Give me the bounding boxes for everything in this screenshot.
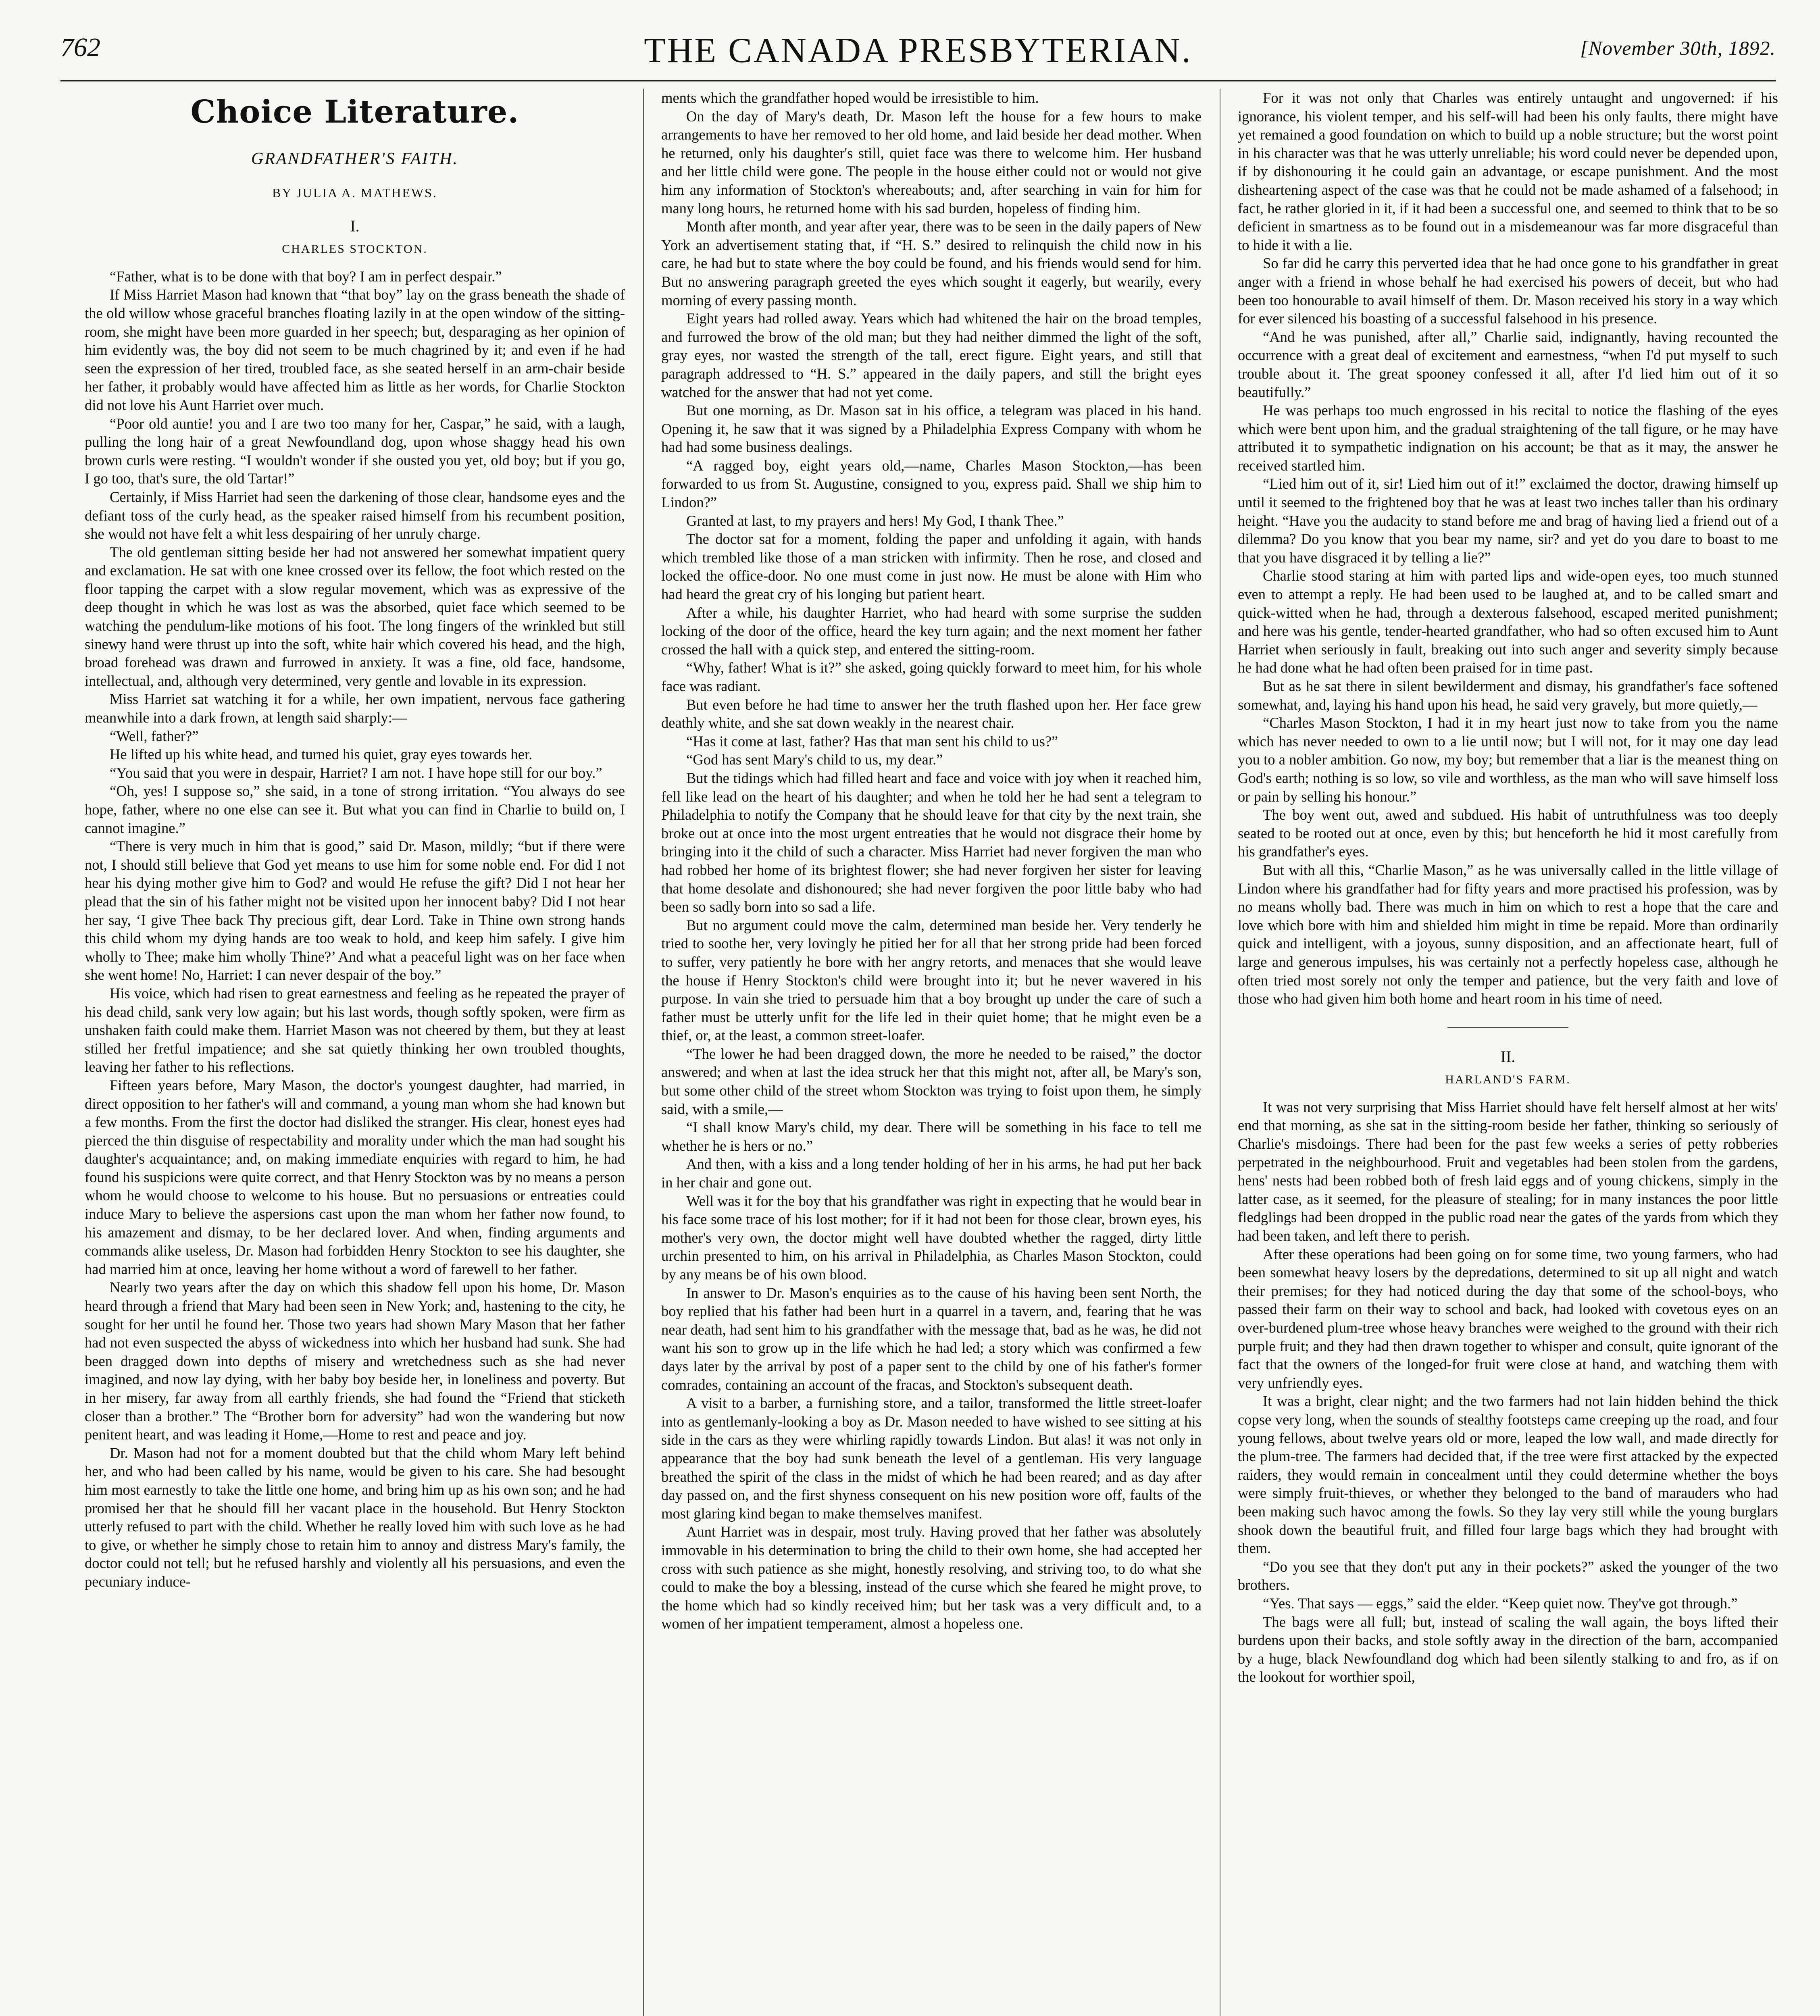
paragraph: But one morning, as Dr. Mason sat in his office, a telegram was placed in his hand. Opening it, he saw that it was signed by a Philadelphia Express Company with whom he had had some business dealings. (661, 402, 1202, 456)
paragraph: “And he was punished, after all,” Charlie said, indignantly, having recounted the occurrence with a great deal of excitement and earnestness, “when I'd put myself to such trouble about it. The great spooney confessed it all, after I'd lied him out of it so beautifully.” (1238, 328, 1778, 400)
paragraph: “There is very much in him that is good,” said Dr. Mason, mildly; “but if there were not, I should still believe that God yet means to use him for some noble end. For did I not hear his dying mother give him to God? and would He refuse the gift? Did I not hear her plead that the sin of his father might not be visited upon her innocent baby? Did I not hear her say, ‘I give Thee back Thy precious gift, dear Lord. Take in Thine own strong hands this child whom my dying hands are too weak to hold, and keep him safely. I give him wholly to Thee; make him wholly Thine?’ And what a peaceful light was on her face when she went home! No, Harriet: I can never despair of the boy.” (85, 838, 625, 983)
paragraph: Certainly, if Miss Harriet had seen the darkening of those clear, handsome eyes and the defiant toss of the curly head, as the speaker raised himself from his recumbent position, she would not have felt a whit less despairing of her unruly charge. (85, 488, 625, 542)
journal-title: THE CANADA PRESBYTERIAN. (644, 31, 1192, 70)
paragraph: The doctor sat for a moment, folding the paper and unfolding it again, with hands which trembled like those of a man stricken with infirmity. Then he rose, and closed and locked the office-door. No one must come in just now. He must be alone with Him who had heard the great cry of his longing but patient heart. (661, 531, 1202, 603)
paragraph: Charlie stood staring at him with parted lips and wide-open eyes, too much stunned even to attempt a reply. He had been used to be laughed at, and to be called smart and quick-witted when he had, through a dexterous falsehood, escaped merited punishment; and here was his gentle, tender-hearted grandfather, who had so often excused him to Aunt Harriet when seriously in fault, breaking out into such anger and severity simply because he had done what he had often been praised for in time past. (1238, 567, 1778, 676)
chapter-divider (1447, 1027, 1568, 1028)
paragraph: The old gentleman sitting beside her had not answered her somewhat impatient query and exclamation. He sat with one knee crossed over its fellow, the foot which rested on the floor tapping the carpet with a slow regular movement, which was as expressive of the deep thought in which he was lost as was the absorbed, quiet face which seemed to be watching the pendulum-like motions of his foot. The long fingers of the wrinkled but still sinewy hand were thrust up into the soft, white hair which covered his head, and the high, broad forehead was drawn and furrowed in anxiety. It was a fine, old face, handsome, intellectual, and, although very determined, very gentle and lovable in its expression. (85, 544, 625, 689)
paragraph: For it was not only that Charles was entirely untaught and ungoverned: if his ignorance, his violent temper, and his self-will had been his only faults, there might have yet remained a good foundation on which to build up a noble structure; but the worst point in his character was that he was utterly unreliable; his word could never be depended upon, if by dishonouring it he could gain an advantage, or escape punishment. And the most disheartening aspect of the case was that he could not be made ashamed of a falsehood; in fact, he rather gloried in it, if it had been a successful one, and seemed to think that to be so deficient in smartness as to be found out in a misdemeanour was far more disgraceful than to hide it with a lie. (1238, 90, 1778, 253)
paragraph: It was not very surprising that Miss Harriet should have felt herself almost at her wits' end that morning, as she sat in the sitting-room beside her father, thinking so seriously of Charlie's misdoings. There had been for the past few weeks a series of petty robberies perpetrated in the neighbourhood. Fruit and vegetables had been stolen from the gardens, hens' nests had been robbed both of fresh laid eggs and of young chickens, simply in the latter case, as it seemed, for the pleasure of stealing; for in many instances the poor little fledglings had been dropped in the public road near the gates of the yards from which they had been taken, and left there to perish. (1238, 1098, 1778, 1244)
column-3-body-bottom (1238, 1098, 1778, 1686)
paragraph: If Miss Harriet Mason had known that “that boy” lay on the grass beneath the shade of the old willow whose graceful branches floating lazily in at the open window of the sitting-room, she might have been more guarded in her speech; but, desparaging as her opinion of him evidently was, the boy did not seem to be much chagrined by it; and even if he had seen the expression of her tired, troubled face, as she seated herself in an arm-chair beside her father, it probably would have affected him as little as her words, for Charlie Stockton did not love his Aunt Harriet over much. (85, 286, 625, 413)
column-1 (85, 89, 625, 2016)
paragraph: “I shall know Mary's child, my dear. There will be something in his face to tell me whether he is hers or no.” (661, 1119, 1202, 1154)
paragraph: So far did he carry this perverted idea that he had once gone to his grandfather in great anger with a friend in whose behalf he had exercised his powers of deceit, but who had been too honourable to avail himself of them. Dr. Mason received his story in a way which for ever silenced his boasting of a successful falsehood in his presence. (1238, 255, 1778, 327)
paragraph: “Charles Mason Stockton, I had it in my heart just now to take from you the name which has never needed to own to a lie until now; but I will not, for it may one day lead you to a nobler ambition. Go now, my boy; but remember that a liar is the meanest thing on God's earth; nothing is so low, so vile and worthless, as the man who will save himself loss or pain by selling his honour.” (1238, 714, 1778, 805)
paragraph: Granted at last, to my prayers and hers! My God, I thank Thee.” (686, 512, 1064, 529)
paragraph: “Poor old auntie! you and I are two too many for her, Caspar,” he said, with a laugh, pulling the long hair of a great Newfoundland dog, upon whose shaggy head his own brown curls were resting. “I wouldn't wonder if she ousted you yet, old boy; but if you go, I go too, that's sure, the old Tartar!” (85, 415, 625, 487)
paragraph: “Father, what is to be done with that boy? I am in perfect despair.” (110, 268, 502, 285)
paragraph: Fifteen years before, Mary Mason, the doctor's youngest daughter, had married, in direct opposition to her father's will and command, a young man whom she had known but a few months. From the first the doctor had disliked the stranger. His clear, honest eyes had pierced the thin disguise of respectability and morality under which the man had sought his daughter's acquaintance; and, on making immediate enquiries with regard to him, he had found his suspicions were quite correct, and that Henry Stockton was by no means a person whom he would choose to welcome to his house. But no persuasions or entreaties could induce Mary to believe the aspersions cast upon the man whom her father now found, to his amazement and dismay, to be her declared lover. And when, finding arguments and commands alike useless, Dr. Mason had forbidden Henry Stockton to see his daughter, she had married him at once, leaving her home without a word of farewell to her father. (85, 1077, 625, 1277)
column-2-body (661, 89, 1202, 1633)
paragraph: “A ragged boy, eight years old,—name, Charles Mason Stockton,—has been forwarded to us from St. Augustine, consigned to you, express paid. Shall we ship him to Lindon?” (661, 457, 1202, 511)
paragraph: “Why, father! What is it?” she asked, going quickly forward to meet him, for his whole face was radiant. (661, 659, 1202, 694)
column-3-body-top (1238, 89, 1778, 1008)
paragraph: He was perhaps too much engrossed in his recital to notice the flashing of the eyes which were bent upon him, and the gradual straightening of the tall figure, or he may have attributed it to sympathetic indignation on his account; be that as it may, the answer he received startled him. (1238, 402, 1778, 474)
paragraph: Eight years had rolled away. Years which had whitened the hair on the broad temples, and furrowed the brow of the old man; but they had neither dimmed the light of the soft, gray eyes, nor wasted the strength of the tall, erect figure. Eight years, and still that paragraph addressed to “H. S.” appeared in the daily papers, and still the bright eyes watched for the answer that had not yet come. (661, 310, 1202, 400)
paragraph: In answer to Dr. Mason's enquiries as to the cause of his having been sent North, the boy replied that his father had been hurt in a quarrel in a tavern, and, fearing that he was near death, had sent him to his grandfather with the message that, bad as he was, he did not want his son to grow up in the life which he had led; a story which was confirmed a few days later by the arrival by post of a paper sent to the child by one of his father's former comrades, containing an account of the fracas, and Stockton's subsequent death. (661, 1284, 1202, 1393)
paragraph: “Has it come at last, father? Has that man sent his child to us?” (686, 733, 1058, 750)
column-2 (661, 89, 1202, 2016)
paragraph: “Oh, yes! I suppose so,” she said, in a tone of strong irritation. “You always do see hope, father, where no one else can see it. But what you can find in Charlie to build on, I cannot imagine.” (85, 783, 625, 836)
paragraph: But as he sat there in silent bewilderment and dismay, his grandfather's face softened somewhat, and, laying his hand upon his head, he said very gravely, but more quietly,— (1238, 678, 1778, 713)
paragraph: On the day of Mary's death, Dr. Mason left the house for a few hours to make arrangements to have her removed to her old home, and laid beside her dead mother. When he returned, only his daughter's still, quiet face was there to welcome him. Her husband and her little child were gone. The people in the house either could not or would not give him any information of Stockton's whereabouts; and, after searching in vain for him for many long hours, he returned home with his sad burden, hopeless of finding him. (661, 108, 1202, 217)
paragraph: But the tidings which had filled heart and face and voice with joy when it reached him, fell like lead on the heart of his daughter; and when he told her he had sent a telegram to Philadelphia to notify the Company that he should leave for that city by the next train, she broke out at once into the most urgent entreaties that he would not disgrace their home by bringing into it the child of such a character. Miss Harriet had never forgiven the man who had robbed her home of its brightest flower; she had never forgiven her sister for leaving that home desolate and dishonoured; she had never forgiven the poor little baby who had been so sadly born into so sad a life. (661, 769, 1202, 915)
paragraph: Miss Harriet sat watching it for a while, her own impatient, nervous face gathering meanwhile into a dark frown, at length said sharply:— (85, 691, 625, 726)
chapter-title: HARLAND'S FARM. (1445, 1073, 1571, 1087)
column-3 (1238, 89, 1778, 2016)
paragraph: A visit to a barber, a furnishing store, and a tailor, transformed the little street-loafer into as gentlemanly-looking a boy as Dr. Mason needed to have wished to see sitting at his side in the cars as they were whirling rapidly towards Lindon. But alas! it was not only in appearance that the boy had sunk beneath the level of a gentleman. His very language breathed the spirit of the class in the midst of which he had been reared; and as day after day passed on, and the first shyness consequent on his new position wore off, faults of the most glaring kind began to make themselves manifest. (661, 1395, 1202, 1522)
paragraph: After a while, his daughter Harriet, who had heard with some surprise the sudden locking of the door of the office, heard the key turn again; and the next moment her father crossed the hall with a quick step, and entered the sitting-room. (661, 604, 1202, 658)
paragraph: After these operations had been going on for some time, two young farmers, who had been somewhat heavy losers by the depredations, determined to sit up all night and watch their premises; for they had noticed during the day that some of the school-boys, who passed their farm on their way to school and back, had looked with covetous eyes on an over-burdened plum-tree whose heavy branches were weighed to the ground with their rich purple fruit; and they had then drawn together to whisper and consult, quite ignorant of the fact that the owners of the longed-for fruit were close at hand, and watching them with very unfriendly eyes. (1238, 1245, 1778, 1391)
column-rule (643, 89, 644, 2016)
issue-date: [November 30th, 1892. (1580, 37, 1776, 59)
paragraph: And then, with a kiss and a long tender holding of her in his arms, he had put her back in her chair and gone out. (661, 1156, 1202, 1191)
paragraph: He lifted up his white head, and turned his quiet, gray eyes towards her. (110, 746, 533, 763)
paragraph: ments which the grandfather hoped would be irresistible to him. (661, 90, 1039, 106)
column-1-body (85, 267, 625, 1591)
paragraph: But with all this, “Charlie Mason,” as he was universally called in the little village of Lindon where his grandfather had for fifty years and more practised his profession, was by no means wholly bad. There was much in him on which to rest a hope that the care and love which bore with him and shielded him might in time be repaid. More than ordinarily quick and intelligent, with a joyous, sunny disposition, and an affectionate heart, full of large and generous impulses, his was certainly not a perfectly hopeless case, although he often tried most sorely not only the temper and patience, but the very faith and love of those who had given him both home and heart room in his time of need. (1238, 861, 1778, 1007)
byline: BY JULIA A. MATHEWS. (272, 185, 437, 200)
masthead (60, 32, 1776, 81)
paragraph: His voice, which had risen to great earnestness and feeling as he repeated the prayer of his dead child, sank very low again; but his last words, though softly spoken, were firm as unshaken faith could make them. Harriet Mason was not cheered by them, but they at least stilled her fretful impatience; and she sat quietly thinking her own troubled thoughts, leaving her father to his reflections. (85, 985, 625, 1075)
chapter-title: CHARLES STOCKTON. (282, 242, 428, 256)
paragraph: It was a bright, clear night; and the two farmers had not lain hidden behind the thick copse very long, when the sounds of stealthy footsteps came creeping up the road, and four young fellows, about twelve years old or more, leaped the low wall, and made directly for the plum-tree. The farmers had decided that, if the tree were first attacked by the expected raiders, they would remain in concealment until they could determine whether the boys were simply fruit-thieves, or whether they belonged to the band of marauders who had been making such havoc among the fowls. So they lay very still while the young burglars shook down the beautiful fruit, and filled four large bags which they had brought with them. (1238, 1393, 1778, 1557)
paragraph: Month after month, and year after year, there was to be seen in the daily papers of New York an advertisement stating that, if “H. S.” desired to relinquish the child now in his care, he had but to state where the boy could be found, and his friends would send for him. But no answering paragraph greeted the eyes which sought it eagerly, but wearily, every morning of every passing month. (661, 218, 1202, 308)
paragraph: The bags were all full; but, instead of scaling the wall again, the boys lifted their burdens upon their backs, and stole softly away in the direction of the barn, accompanied by a huge, black Newfoundland dog which had been silently stalking to and fro, as if on the lookout for worthier spoil, (1238, 1613, 1778, 1685)
paragraph: But even before he had time to answer her the truth flashed upon her. Her face grew deathly white, and she sat down weakly in the nearest chair. (661, 696, 1202, 731)
paragraph: Well was it for the boy that his grandfather was right in expecting that he would bear in his face some trace of his lost mother; for if it had not been for those clear, brown eyes, his mother's very own, the doctor might well have doubted whether the ragged, dirty little urchin presented to him, on his arrival in Philadelphia, as Charles Mason Stockton, could by any means be of his own blood. (661, 1192, 1202, 1283)
page-number: 762 (60, 33, 100, 62)
masthead-rule (60, 80, 1776, 81)
paragraph: “The lower he had been dragged down, the more he needed to be raised,” the doctor answered; and when at last the idea struck her that this might not, after all, be Mary's son, but some other child of the street whom Stockton was trying to foist upon them, he simply said, with a smile,— (661, 1045, 1202, 1117)
section-title: Choice Literature. (190, 94, 519, 130)
paragraph: Aunt Harriet was in despair, most truly. Having proved that her father was absolutely immovable in his determination to bring the child to their own home, she had accepted her cross with such patience as she might, honestly resolving, and striving too, to do what she could to make the boy a blessing, instead of the curse which she feared he might prove, to the home which had so kindly received him; but her task was a very difficult and, to a women of her impatient temperament, almost a hopeless one. (661, 1523, 1202, 1632)
paragraph: Nearly two years after the day on which this shadow fell upon his home, Dr. Mason heard through a friend that Mary had been seen in New York; and, hastening to the city, he sought for her until he found her. Those two years had shown Mary Mason that her father had not even suspected the abyss of wickedness into which her husband had sunk. She had been dragged down into depths of misery and wretchedness such as she had never imagined, and now lay dying, with her baby boy beside her, in loneliness and poverty. But in her misery, far away from all earthly friends, she had found the “Friend that sticketh closer than a brother.” The “Brother born for adversity” had won the wandering but now penitent heart, and was leading it Home,—Home to rest and peace and joy. (85, 1279, 625, 1443)
paragraph: “You said that you were in despair, Harriet? I am not. I have hope still for our boy.” (110, 764, 602, 781)
paragraph: “Lied him out of it, sir! Lied him out of it!” exclaimed the doctor, drawing himself up until it seemed to the frightened boy that he was at least two inches taller than his ordinary height. “Have you the audacity to stand before me and brag of having lied a friend out of a dilemma? Do you know that you bear my name, sir? and yet do you dare to boast to me that you have disgraced it by telling a lie?” (1238, 475, 1778, 566)
paragraph: Dr. Mason had not for a moment doubted but that the child whom Mary left behind her, and who had been called by his name, would be given to his care. She had besought him most earnestly to take the little one home, and bring him up as his own son; and he had promised her that he should fill her vacant place in the household. But Henry Stockton utterly refused to part with the child. Whether he really loved him with such love as he had to give, or whether he simply chose to retain him to annoy and distress Mary's family, the doctor could not tell; but he refused harshly and violently all his persuasions, and even the pecuniary induce- (85, 1444, 625, 1590)
paragraph: The boy went out, awed and subdued. His habit of untruthfulness was too deeply seated to be rooted out at once, even by this; but henceforth he hid it most carefully from his grandfather's eyes. (1238, 806, 1778, 860)
paragraph: “Do you see that they don't put any in their pockets?” asked the younger of the two brothers. (1238, 1558, 1778, 1593)
paragraph: “Yes. That says — eggs,” said the elder. “Keep quiet now. They've got through.” (1263, 1595, 1738, 1612)
paragraph: But no argument could move the calm, determined man beside her. Very tenderly he tried to soothe her, very lovingly he pitied her for all that her strong pride had been forced to suffer, very patiently he bore with her angry retorts, and menaces that she would leave the house if Henry Stockton's child were brought into it; but he never wavered in his purpose. In vain she tried to persuade him that a boy brought up under the care of such a father must be utterly unfit for the life led in their quiet home; that he might even be a thief, or, at the least, a common street-loafer. (661, 916, 1202, 1044)
chapter-number: II. (1500, 1047, 1516, 1066)
paragraph: “Well, father?” (110, 727, 199, 744)
story-title: GRANDFATHER'S FAITH. (251, 150, 458, 168)
paragraph: “God has sent Mary's child to us, my dear.” (686, 751, 943, 768)
chapter-number: I. (350, 217, 360, 235)
